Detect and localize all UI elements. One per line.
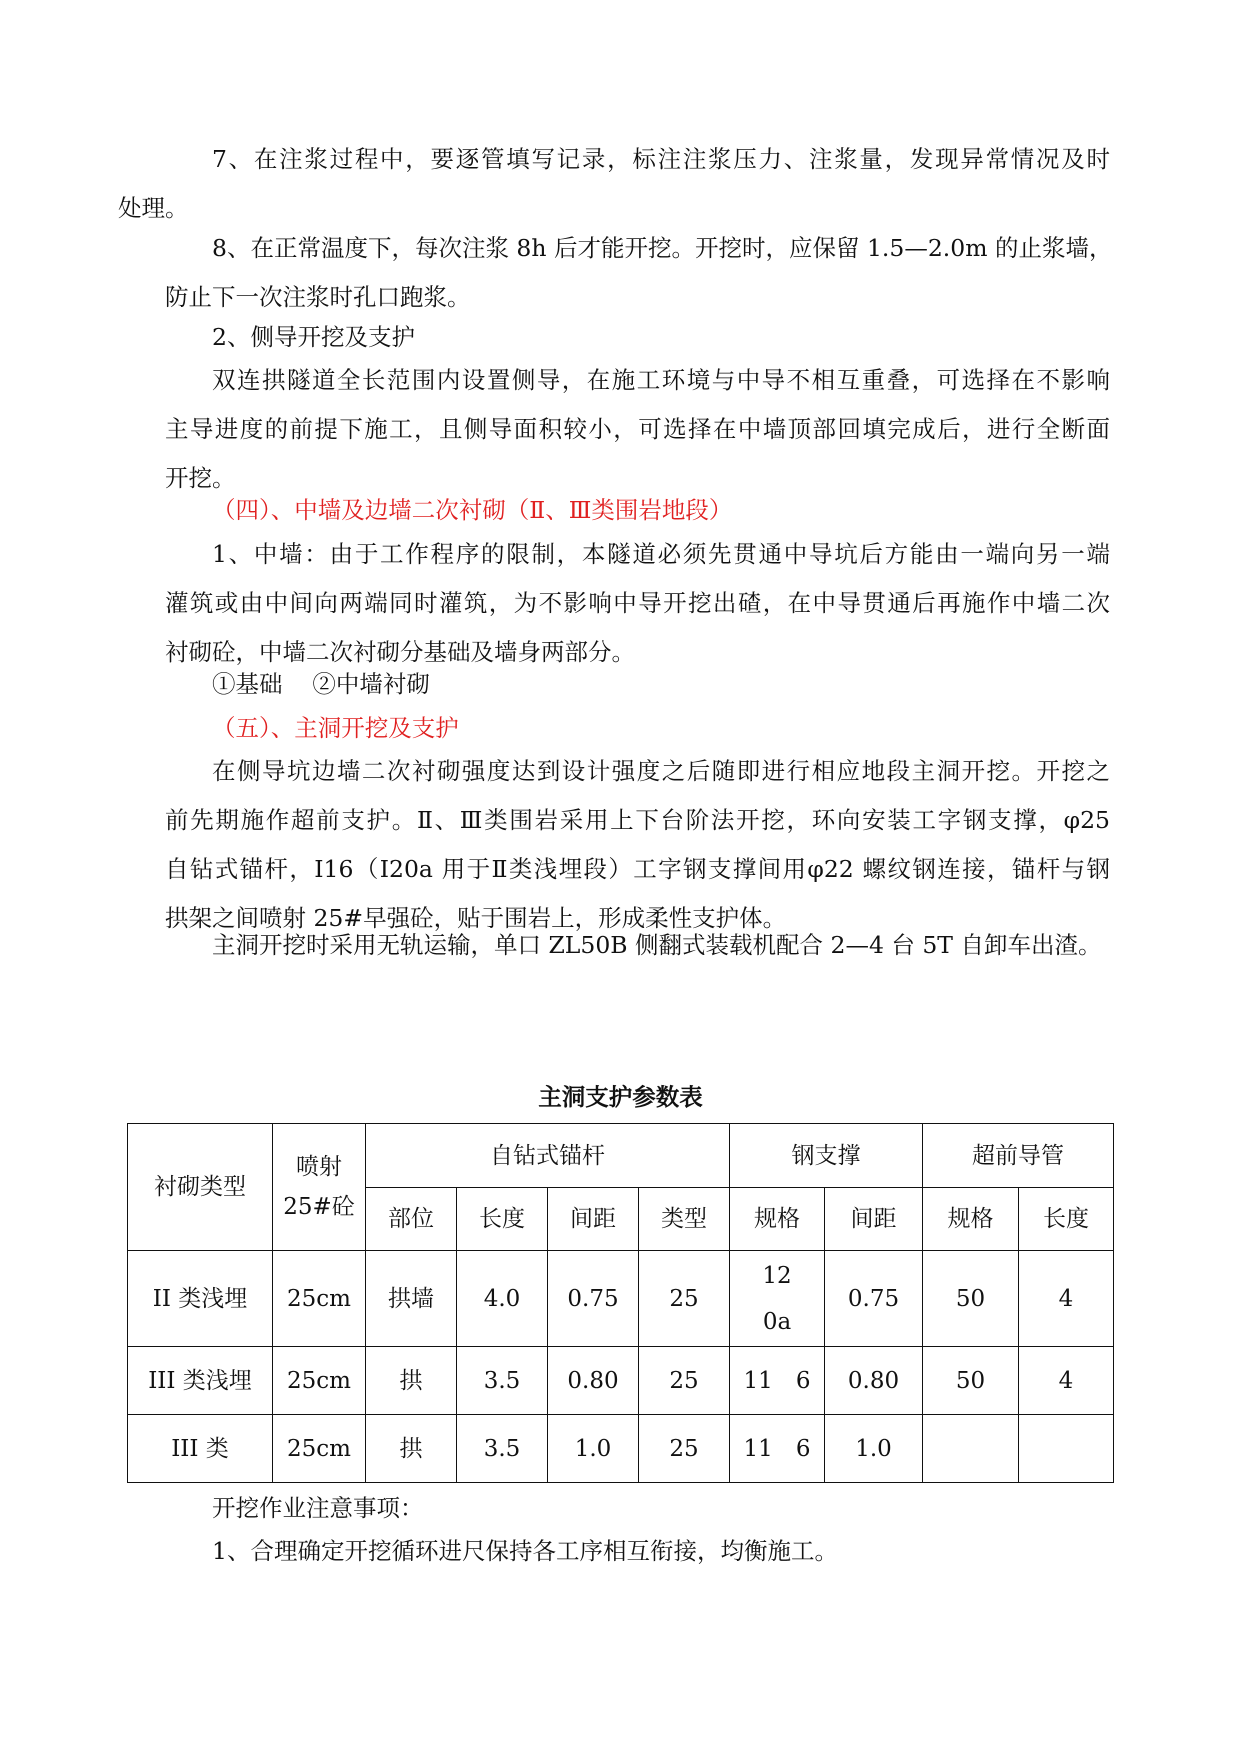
- table-cell: 4: [1019, 1251, 1114, 1347]
- table-cell: 25cm: [273, 1347, 366, 1415]
- table-cell: 3.5: [457, 1415, 548, 1483]
- table-cell: 拱墙: [366, 1251, 457, 1347]
- text-line: 灌筑或由中间向两端同时灌筑，为不影响中导开挖出碴，在中导贯通后再施作中墙二次: [165, 589, 1110, 617]
- table-cell: 25cm: [273, 1415, 366, 1483]
- table-cell: 50: [923, 1251, 1019, 1347]
- text-line: 主导进度的前提下施工，且侧导面积较小，可选择在中墙顶部回填完成后，进行全断面: [165, 415, 1110, 443]
- table-cell: [1019, 1415, 1114, 1483]
- table-cell: 11 6: [730, 1415, 825, 1483]
- paragraph-grout-record: [118, 135, 1110, 233]
- table-title: 主洞支护参数表: [538, 1083, 703, 1111]
- header-lining-type: 衬砌类型: [128, 1124, 273, 1251]
- table-cell: II 类浅埋: [128, 1251, 273, 1347]
- table-cell: 1.0: [548, 1415, 639, 1483]
- table-cell: 25: [639, 1251, 730, 1347]
- paragraph-main-tunnel: [165, 747, 1110, 943]
- table-cell: [923, 1415, 1019, 1483]
- paragraph-middle-wall: [165, 530, 1110, 677]
- table-cell: 0.80: [825, 1347, 923, 1415]
- subheader-cell: 间距: [825, 1188, 923, 1251]
- table-cell: 4: [1019, 1347, 1114, 1415]
- header-shotcrete-line1: 喷射: [296, 1154, 342, 1180]
- text-line: 7、在注浆过程中，要逐管填写记录，标注注浆压力、注浆量，发现异常情况及时: [212, 145, 1110, 173]
- table-cell: 0.75: [548, 1251, 639, 1347]
- header-steel-group: 钢支撑: [730, 1124, 923, 1188]
- header-pipe-group: 超前导管: [923, 1124, 1114, 1188]
- section-heading-secondary-lining: [165, 486, 1110, 535]
- text-line: 开挖。: [165, 464, 236, 492]
- text-line: 主洞开挖时采用无轨运输，单口 ZL50B 侧翻式装载机配合 2—4 台 5T 自卸车出渣。: [212, 931, 1102, 959]
- subheader-cell: 规格: [923, 1188, 1019, 1251]
- subheader-cell: 间距: [548, 1188, 639, 1251]
- table-row: [128, 1251, 1114, 1347]
- text-line: （四）、中墙及边墙二次衬砌（Ⅱ、Ⅲ类围岩地段）: [212, 496, 733, 524]
- table-cell: 拱: [366, 1415, 457, 1483]
- text-line: 1、合理确定开挖循环进尺保持各工序相互衔接，均衡施工。: [212, 1537, 838, 1565]
- text-line: 防止下一次注浆时孔口跑浆。: [165, 283, 471, 311]
- notes-title: [165, 1484, 1110, 1533]
- table-cell: 25cm: [273, 1251, 366, 1347]
- table-cell: 4.0: [457, 1251, 548, 1347]
- section-heading-main-tunnel: [165, 704, 1110, 753]
- subheader-cell: 规格: [730, 1188, 825, 1251]
- table-cell: III 类浅埋: [128, 1347, 273, 1415]
- table-cell: 12 0a: [730, 1251, 825, 1347]
- subheader-cell: 类型: [639, 1188, 730, 1251]
- table-cell: III 类: [128, 1415, 273, 1483]
- table-cell: 25: [639, 1347, 730, 1415]
- subheader-cell: 长度: [457, 1188, 548, 1251]
- text-line: 双连拱隧道全长范围内设置侧导，在施工环境与中导不相互重叠，可选择在不影响: [212, 366, 1110, 394]
- text-line: 处理。: [118, 194, 189, 222]
- text-line: 前先期施作超前支护。Ⅱ、Ⅲ类围岩采用上下台阶法开挖，环向安装工字钢支撑，φ25: [165, 806, 1110, 834]
- table-row: [128, 1415, 1114, 1483]
- header-anchor-group: 自钻式锚杆: [366, 1124, 730, 1188]
- table-cell: 3.5: [457, 1347, 548, 1415]
- paragraph-grout-timing: [165, 224, 1113, 322]
- text-line: 8、在正常温度下，每次注浆 8h 后才能开挖。开挖时，应保留 1.5—2.0m 的止浆墙，: [212, 234, 1113, 262]
- text-line: 1、中墙：由于工作程序的限制，本隧道必须先贯通中导坑后方能由一端向另一端: [212, 540, 1110, 568]
- header-shotcrete-line2: 25#砼: [283, 1194, 355, 1220]
- text-line: ①基础 ②中墙衬砌: [212, 670, 430, 698]
- text-line: 开挖作业注意事项：: [212, 1494, 424, 1522]
- table-cell: 50: [923, 1347, 1019, 1415]
- text-line: （五）、主洞开挖及支护: [212, 714, 459, 742]
- text-line: 拱架之间喷射 25#早强砼，贴于围岩上，形成柔性支护体。: [165, 904, 787, 932]
- paragraph-side-drift: [165, 356, 1110, 503]
- table-cell: 0.80: [548, 1347, 639, 1415]
- section-heading-side-drift: [165, 313, 1110, 362]
- text-line: 衬砌砼，中墙二次衬砌分基础及墙身两部分。: [165, 638, 635, 666]
- table-cell: 0.75: [825, 1251, 923, 1347]
- subheader-cell: 长度: [1019, 1188, 1114, 1251]
- table-cell: 25: [639, 1415, 730, 1483]
- note-item: [165, 1527, 1110, 1576]
- paragraph-items: [165, 660, 1110, 709]
- header-shotcrete: [273, 1124, 366, 1251]
- paragraph-transport: [165, 921, 1110, 970]
- table-cell: 11 6: [730, 1347, 825, 1415]
- table-cell: 拱: [366, 1347, 457, 1415]
- subheader-cell: 部位: [366, 1188, 457, 1251]
- text-line: 自钻式锚杆，I16（I20a 用于Ⅱ类浅埋段）工字钢支撑间用φ22 螺纹钢连接，锚杆与钢: [165, 855, 1110, 883]
- support-parameter-table: [127, 1123, 1114, 1483]
- table-cell: 1.0: [825, 1415, 923, 1483]
- table-row: [128, 1347, 1114, 1415]
- text-line: 2、侧导开挖及支护: [212, 323, 415, 351]
- text-line: 在侧导坑边墙二次衬砌强度达到设计强度之后随即进行相应地段主洞开挖。开挖之: [212, 757, 1110, 785]
